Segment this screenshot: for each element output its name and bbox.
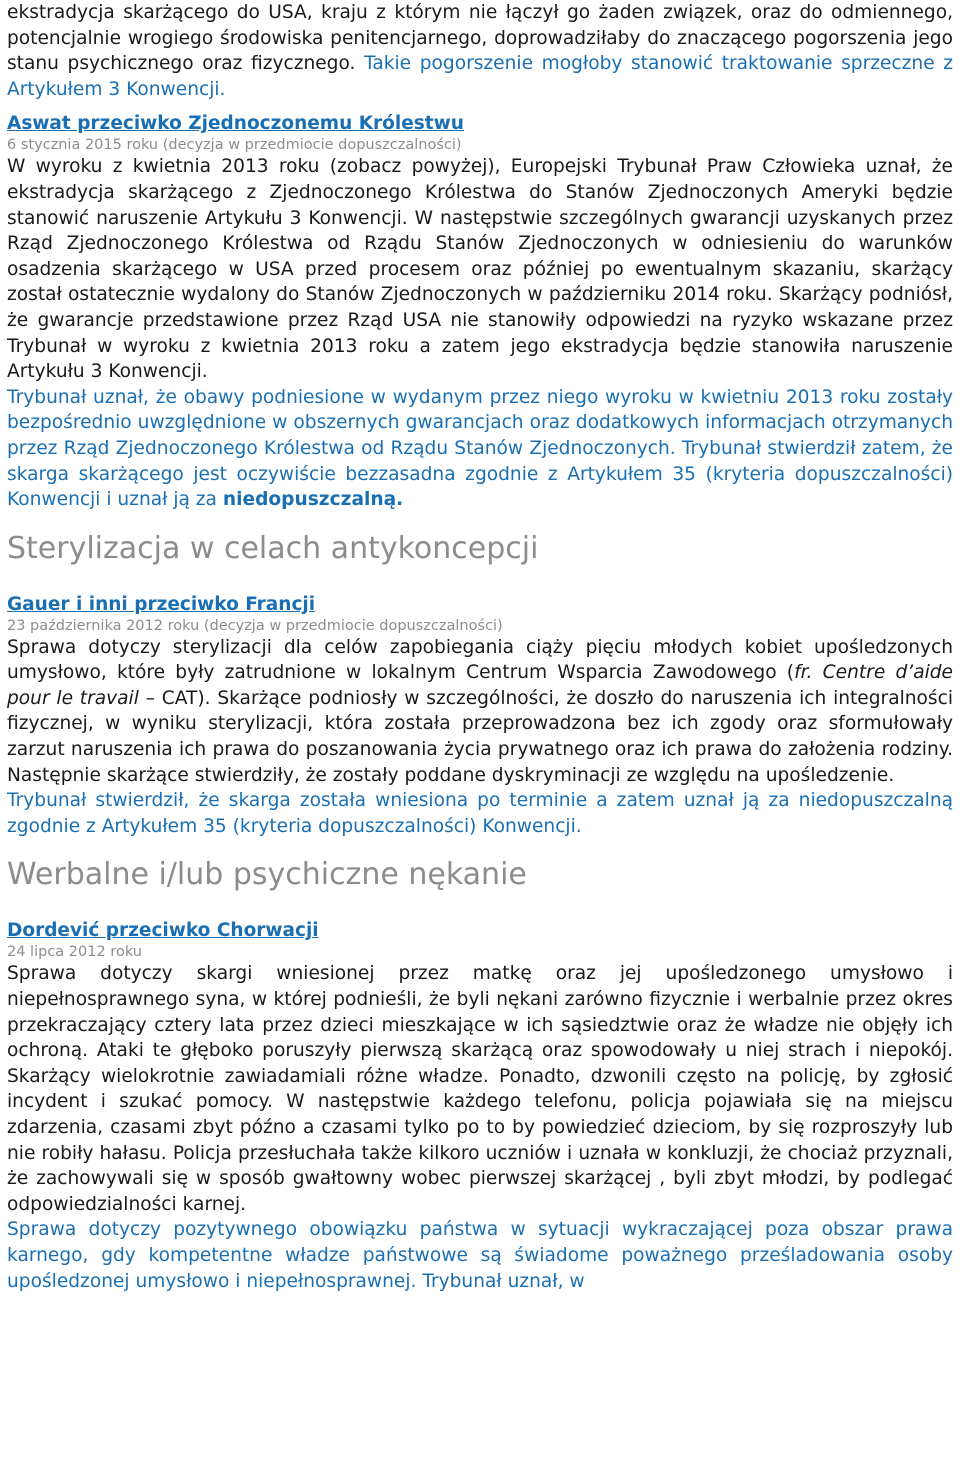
section-heading-harassment: Werbalne i/lub psychiczne nękanie [7, 857, 527, 893]
case-body [7, 635, 953, 789]
intro-paragraph [7, 0, 953, 102]
case-body-italic: fr. Centre d’aide pour le travail [7, 662, 953, 709]
case-title-link[interactable]: Gauer i inni przeciwko Francji [7, 593, 316, 615]
case-conclusion: Sprawa dotyczy pozytywnego obowiązku państwa w sytuacji wykraczającej poza obszar prawa karnego, gdy kompetentne władze państwowe są świadome poważnego prześladowania osoby upośledzonej umysłowo i niepełnosprawnej. Trybunał uznał, w [7, 1219, 953, 1292]
case-body: W wyroku z kwietnia 2013 roku (zobacz powyżej), Europejski Trybunał Praw Człowieka uznał, że ekstradycja skarżącego z Zjednoczonego Królestwa do Stanów Zjednoczonych Ameryki będzie stanowić naruszenie Artykułu 3 Konwencji. W następstwie szczególnych gwarancji uzyskanych przez Rząd Zjednoczonego Królestwa od Rządu Stanów Zjednoczonych w odniesieniu do warunków osadzenia skarżącego w USA przed procesem oraz później po ewentualnym skazaniu, skarżący został ostatecznie wydalony do Stanów Zjednoczonych w październiku 2014 roku. Skarżący podniósł, że gwarancje przedstawione przez Rząd USA nie stanowiły odpowiedzi na ryzyko wskazane przez Trybunał w wyroku z kwietnia 2013 roku a zatem jego ekstradycja będzie stanowiła naruszenie Artykułu 3 Konwencji. [7, 156, 953, 383]
case-date: 24 lipca 2012 roku [7, 944, 142, 961]
case-gauer [7, 593, 953, 840]
case-body: Sprawa dotyczy skargi wniesionej przez matkę oraz jej upośledzonego umysłowo i niepełnosprawnego syna, w której podnieśli, że byli nękani zarówno fizycznie i werbalnie przez okres przekraczający cztery lata przez dzieci mieszkające w ich sąsiedztwie oraz że władze nie objęły ich ochroną. Ataki te głęboko poruszyły pierwszą skarżącą oraz spowodowały u niej strach i niepokój. Skarżący wielokrotnie zawiadamiali różne władze. Ponadto, dzwonili często na policję, by zgłosić incydent i szukać pomocy. W następstwie każdego telefonu, policja pojawiała się na miejscu zdarzenia, czasami zbyt późno a czasami tylko po to by powiedzieć dzieciom, by się rozproszyły lub nie robiły hałasu. Policja przesłuchała także kilkoro uczniów i uznała w konkluzji, że chociaż przyznali, że zachowywali się w sposób gwałtowny wobec pierwszej skarżącej , byli zbyt młodzi, by podlegać odpowiedzialności karnej. [7, 963, 953, 1215]
case-conclusion-bold: niedopuszczalną. [222, 489, 404, 511]
intro-text: ekstradycja skarżącego do USA, kraju z którym nie łączył go żaden związek, oraz do odmiennego, potencjalnie wrogiego środowiska penitencjarnego, doprowadziłaby do znaczącego pogorszenia jego stanu psychicznego oraz fizycznego. [7, 2, 953, 75]
case-conclusion-text: Trybunał uznał, że obawy podniesione w wydanym przez niego wyroku w kwietniu 2013 roku zostały bezpośrednio uwzględnione w obszernych gwarancjach oraz dodatkowych informacjach otrzymanych przez Rząd Zjednoczonego Królestwa od Rządu Stanów Zjednoczonych. Trybunał stwierdził zatem, że skarga skarżącego jest oczywiście bezzasadna zgodnie z Artykułem 35 (kryteria dopuszczalności) Konwencji i uznał ją za [7, 386, 953, 511]
case-aswat [7, 102, 953, 512]
case-title-link[interactable]: Dordević przeciwko Chorwacji [7, 920, 319, 942]
case-date: 23 października 2012 roku (decyzja w przedmiocie dopuszczalności) [7, 617, 503, 634]
case-dordevic [7, 919, 953, 1294]
case-conclusion [7, 385, 953, 513]
case-conclusion: Trybunał stwierdził, że skarga została wniesiona po terminie a zatem uznał ją za niedopuszczalną zgodnie z Artykułem 35 (kryteria dopuszczalności) Konwencji. [7, 790, 953, 837]
section-heading-sterilization: Sterylizacja w celach antykoncepcji [7, 530, 539, 566]
case-body-part2: – CAT). Skarżące podniosły w szczególności, że doszło do naruszenia ich integralności fizycznej, w wyniku sterylizacji, która została przeprowadzona bez ich zgody oraz sformułowały zarzut naruszenia ich prawa do poszanowania życia prywatnego oraz ich prawa do założenia rodziny. Następnie skarżące stwierdziły, że zostały poddane dyskryminacji ze względu na upośledzenie. [7, 687, 953, 786]
case-date: 6 stycznia 2015 roku (decyzja w przedmiocie dopuszczalności) [7, 137, 462, 154]
intro-text-conclusion: Takie pogorszenie mogłoby stanowić traktowanie sprzeczne z Artykułem 3 Konwencji. [7, 53, 954, 100]
case-body-part1: Sprawa dotyczy sterylizacji dla celów zapobiegania ciąży pięciu młodych kobiet upośledzonych umysłowo, które były zatrudnione w lokalnym Centrum Wsparcia Zawodowego ( [7, 636, 953, 684]
case-title-link[interactable]: Aswat przeciwko Zjednoczonemu Królestwu [7, 113, 464, 135]
